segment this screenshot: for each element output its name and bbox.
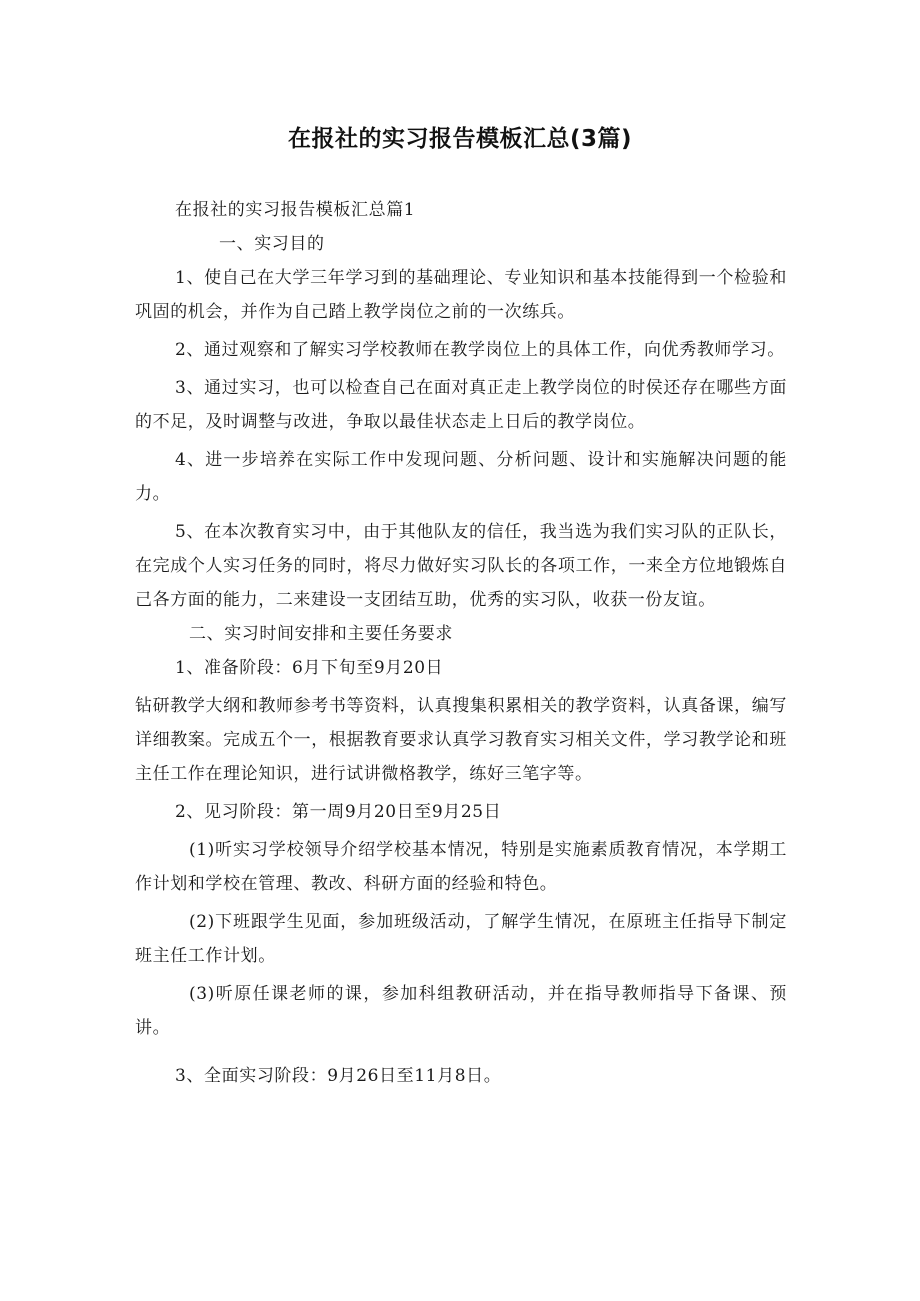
- stage2-item-1: (1)听实习学校领导介绍学校基本情况，特别是实施素质教育情况，本学期工作计划和学校在管理、教改、科研方面的经验和特色。: [135, 840, 787, 894]
- purpose-item-4: 4、进一步培养在实际工作中发现问题、分析问题、设计和实施解决问题的能力。: [135, 450, 787, 504]
- report-subtitle: 在报社的实习报告模板汇总篇1: [175, 200, 416, 220]
- document-body: [135, 193, 787, 1093]
- stage2-item-3: (3)听原任课老师的课，参加科组教研活动，并在指导教师指导下备课、预讲。: [135, 984, 787, 1038]
- purpose-item-1: 1、使自己在大学三年学习到的基础理论、专业知识和基本技能得到一个检验和巩固的机会，并作为自己踏上教学岗位之前的一次练兵。: [135, 268, 787, 322]
- document-title: 在报社的实习报告模板汇总(3篇): [287, 126, 633, 152]
- stage2-item-2: (2)下班跟学生见面，参加班级活动，了解学生情况，在原班主任指导下制定班主任工作计划。: [135, 912, 787, 966]
- stage1-title: 1、准备阶段：6月下旬至9月20日: [175, 658, 444, 678]
- section-heading-schedule: 二、实习时间安排和主要任务要求: [189, 624, 453, 644]
- purpose-item-2: 2、通过观察和了解实习学校教师在教学岗位上的具体工作，向优秀教师学习。: [175, 340, 785, 360]
- stage2-title: 2、见习阶段：第一周9月20日至9月25日: [175, 802, 502, 822]
- stage3-title: 3、全面实习阶段：9月26日至11月8日。: [175, 1066, 502, 1086]
- section-heading-purpose: 一、实习目的: [219, 234, 325, 254]
- purpose-item-3: 3、通过实习，也可以检查自己在面对真正走上教学岗位的时侯还存在哪些方面的不足，及时调整与改进，争取以最佳状态走上日后的教学岗位。: [135, 378, 787, 432]
- purpose-item-5: 5、在本次教育实习中，由于其他队友的信任，我当选为我们实习队的正队长，在完成个人实习任务的同时，将尽力做好实习队长的各项工作，一来全方位地锻炼自己各方面的能力，二来建设一支团结互助，优秀的实习队，收获一份友谊。: [135, 522, 787, 610]
- stage1-body: 钻研教学大纲和教师参考书等资料，认真搜集积累相关的教学资料，认真备课，编写详细教案。完成五个一，根据教育要求认真学习教育实习相关文件，学习教学论和班主任工作在理论知识，进行试讲微格教学，练好三笔字等。: [135, 696, 787, 784]
